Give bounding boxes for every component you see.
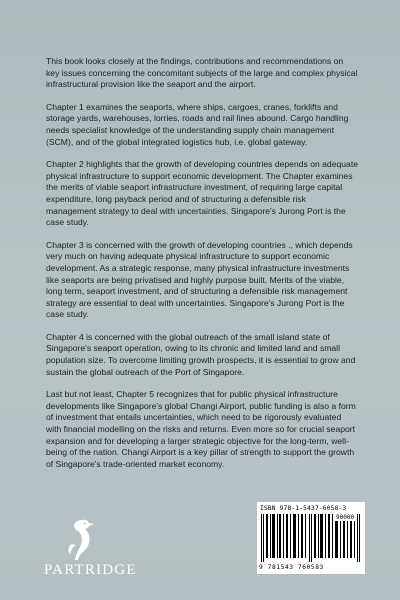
isbn-label: ISBN 978-1-5437-6058-3 [260, 505, 347, 512]
blurb-paragraph-chapter-2: Chapter 2 highlights that the growth of developing countries depends on adequate physical infrastructure to support economic development. The Chapter examines the merits of viable seaport infrastructure investment, of requiring large capital expenditure, long payback period and of structuring a defensible risk management strategy to deal with uncertainties. Singapore's Jurong Port is the case study. [46, 159, 358, 228]
blurb-paragraph-intro: This book looks closely at the findings, contributions and recommendations on key issues concerning the concomitant subjects of the large and complex physical infrastructural provision like the seaport and the airport. [46, 56, 358, 90]
price-code: 90000 [336, 514, 355, 521]
blurb-paragraph-chapter-5: Last but not least, Chapter 5 recognizes that for public physical infrastructure developments like Singapore's global Changi Airport, public funding is also a form of investment that entails uncertainties, which need to be rigorously evaluated with financial modelling on the risks and returns. Even more so for crucial seaport expansion and for developing a larger strategic objective for the long-term, well-being of the nation. Changi Airport is a key pillar of strength to support the growth of Singapore's trade-oriented market economy. [46, 389, 356, 469]
partridge-bird-icon [58, 516, 102, 562]
back-cover-blurb [46, 56, 358, 481]
blurb-paragraph-chapter-1: Chapter 1 examines the seaports, where ships, cargoes, cranes, forklifts and storage yards, warehouses, lorries, roads and rail lines abound. Cargo handling needs specialist knowledge of the understanding supply chain management (SCM), and of the global integrated logistics hub, i.e. global gateway. [46, 101, 349, 147]
blurb-paragraph-chapter-4: Chapter 4 is concerned with the global outreach of the small island state of Singapore's seaport operation, owing to its chronic and limited land and small population size. To overcome limiting growth prospects, it is essential to grow and sustain the global outreach of the Port of Singapore. [46, 331, 356, 377]
barcode-digits: 9 781543 760583 [259, 564, 324, 571]
blurb-paragraph-chapter-3: Chapter 3 is concerned with the growth of developing countries ., which depends very much on having adequate physical infrastructure to support economic development. As a strategic response, many physical infrastructure investments like seaports are being privatised and highly purpose built. Merits of the viable, long term, seaport investment, and of structuring a defensible risk management strategy are essential to deal with uncertainties. Singapore's Jurong Port is the case study. [46, 239, 353, 320]
publisher-logo [44, 516, 137, 578]
barcode-bars [260, 514, 362, 562]
publisher-name: PARTRIDGE [44, 562, 137, 578]
isbn-barcode [257, 502, 365, 574]
